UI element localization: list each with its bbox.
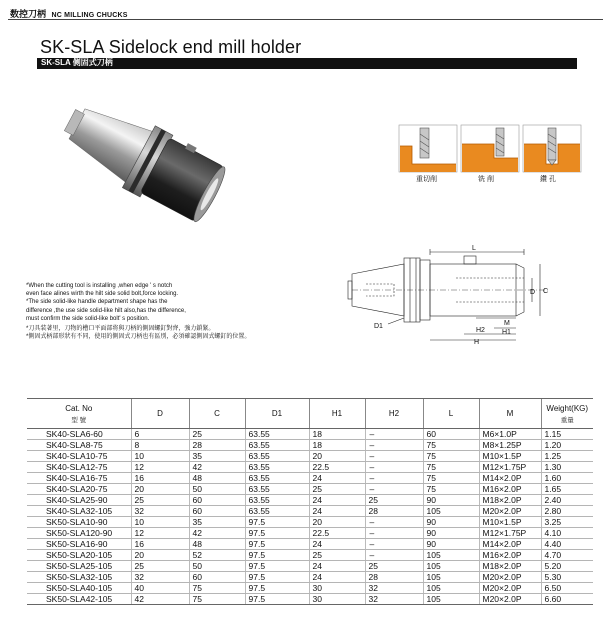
column-header: C — [189, 399, 245, 429]
table-cell: 75 — [423, 484, 479, 495]
milling-icon — [461, 125, 519, 172]
table-cell: 75 — [423, 473, 479, 484]
table-cell: 32 — [365, 594, 423, 605]
table-cell: – — [365, 550, 423, 561]
table-cell: 25 — [365, 561, 423, 572]
table-cell: M14×2.0P — [479, 473, 541, 484]
table-cell: – — [365, 517, 423, 528]
table-cell: 4.40 — [541, 539, 593, 550]
table-cell: 63.55 — [245, 440, 309, 451]
column-header: L — [423, 399, 479, 429]
table-cell: 12 — [131, 462, 189, 473]
note-line-cn: *側固式柄部形狀有不同，使用的側固式刀柄也有區別，必須確認側固式螺釘的位置。 — [26, 334, 251, 341]
table-cell: 30 — [309, 594, 365, 605]
table-cell: 25 — [189, 429, 245, 440]
table-row — [27, 484, 593, 495]
table-cell: M18×2.0P — [479, 495, 541, 506]
table-cell: 60 — [423, 429, 479, 440]
table-cell: M12×1.75P — [479, 462, 541, 473]
table-row — [27, 572, 593, 583]
table-cell: 5.30 — [541, 572, 593, 583]
table-cell: 60 — [189, 572, 245, 583]
table-cell: – — [365, 539, 423, 550]
table-cell: 25 — [309, 550, 365, 561]
table-cell: 2.40 — [541, 495, 593, 506]
table-cell: 48 — [189, 473, 245, 484]
table-row — [27, 539, 593, 550]
table-cell: 50 — [189, 561, 245, 572]
table-cell: SK50-SLA20-105 — [27, 550, 131, 561]
table-cell: 28 — [365, 506, 423, 517]
column-header: Cat. No 型 號 — [27, 399, 131, 429]
table-row — [27, 517, 593, 528]
table-cell: SK40-SLA20-75 — [27, 484, 131, 495]
table-cell: SK40-SLA12-75 — [27, 462, 131, 473]
table-cell: 20 — [131, 550, 189, 561]
table-cell: SK40-SLA8-75 — [27, 440, 131, 451]
dim-label-H1: H1 — [502, 329, 511, 336]
table-cell: 30 — [309, 583, 365, 594]
dim-label-M: M — [504, 320, 510, 327]
table-cell: 63.55 — [245, 495, 309, 506]
table-cell: SK50-SLA32-105 — [27, 572, 131, 583]
operation-illustrations — [398, 124, 582, 174]
table-cell: 90 — [423, 517, 479, 528]
table-cell: 97.5 — [245, 561, 309, 572]
note-line: difference ,the use side solid-like hilt also,has the difference, — [26, 307, 186, 314]
table-cell: – — [365, 462, 423, 473]
table-row — [27, 429, 593, 440]
table-cell: 5.20 — [541, 561, 593, 572]
table-cell: 48 — [189, 539, 245, 550]
table-cell: – — [365, 473, 423, 484]
table-cell: 28 — [189, 440, 245, 451]
table-cell: 18 — [309, 440, 365, 451]
table-cell: 8 — [131, 440, 189, 451]
table-cell: 105 — [423, 583, 479, 594]
table-row — [27, 462, 593, 473]
table-cell: 32 — [131, 506, 189, 517]
table-cell: 42 — [189, 528, 245, 539]
spec-table — [27, 398, 593, 605]
table-row — [27, 528, 593, 539]
note-line: must confirm the side solid-like bolt' s position. — [26, 315, 150, 322]
table-cell: 1.65 — [541, 484, 593, 495]
column-header: Weight(KG) 重量 — [541, 399, 593, 429]
table-cell: M20×2.0P — [479, 583, 541, 594]
table-row — [27, 495, 593, 506]
table-cell: 105 — [423, 550, 479, 561]
table-cell: SK40-SLA32-105 — [27, 506, 131, 517]
table-cell: 24 — [309, 495, 365, 506]
table-cell: 3.25 — [541, 517, 593, 528]
table-cell: SK50-SLA42-105 — [27, 594, 131, 605]
dim-label-D: D — [530, 289, 536, 296]
note-line-cn: *刀具装著里，刀物的槽口平面部将與刀柄的側固螺釘對齊，強力鎖緊。 — [26, 326, 215, 333]
table-cell: 16 — [131, 539, 189, 550]
table-cell: 1.15 — [541, 429, 593, 440]
table-cell: 97.5 — [245, 539, 309, 550]
table-cell: 2.80 — [541, 506, 593, 517]
table-row — [27, 473, 593, 484]
section-label-en: NC MILLING CHUCKS — [51, 12, 128, 19]
table-cell: 63.55 — [245, 429, 309, 440]
table-cell: 16 — [131, 473, 189, 484]
table-cell: 97.5 — [245, 550, 309, 561]
table-cell: 25 — [365, 495, 423, 506]
table-cell: 105 — [423, 561, 479, 572]
product-subtitle-bar — [37, 58, 577, 69]
table-cell: 32 — [365, 583, 423, 594]
table-cell: 90 — [423, 528, 479, 539]
product-subtitle: SK-SLA 侧固式刀柄 — [41, 58, 113, 67]
note-line: *The side solid-like handle department shape has the — [26, 299, 168, 306]
table-cell: 40 — [131, 583, 189, 594]
table-cell: – — [365, 429, 423, 440]
table-cell: 105 — [423, 506, 479, 517]
table-cell: 105 — [423, 572, 479, 583]
table-cell: 4.70 — [541, 550, 593, 561]
table-cell: – — [365, 440, 423, 451]
note-line: *When the cutting tool is installing ,when edge ' s notch — [26, 283, 173, 289]
section-label-cn: 数控刀柄 — [10, 9, 47, 19]
table-row — [27, 440, 593, 451]
table-row — [27, 506, 593, 517]
drilling-icon — [523, 125, 581, 172]
table-cell: 97.5 — [245, 583, 309, 594]
table-cell: 90 — [423, 495, 479, 506]
header-divider — [8, 19, 603, 20]
table-cell: M16×2.0P — [479, 484, 541, 495]
column-header: H2 — [365, 399, 423, 429]
table-cell: 25 — [131, 495, 189, 506]
dim-label-D1: D1 — [374, 323, 383, 330]
table-cell: 42 — [131, 594, 189, 605]
table-cell: SK50-SLA10-90 — [27, 517, 131, 528]
product-title: SK-SLA Sidelock end mill holder — [40, 37, 302, 57]
column-header: M — [479, 399, 541, 429]
table-cell: SK40-SLA6-60 — [27, 429, 131, 440]
table-cell: 6 — [131, 429, 189, 440]
dim-label-H: H — [474, 339, 480, 344]
table-cell: 32 — [131, 572, 189, 583]
table-cell: 60 — [189, 495, 245, 506]
table-row — [27, 561, 593, 572]
table-cell: 28 — [365, 572, 423, 583]
table-cell: 75 — [423, 462, 479, 473]
table-cell: – — [365, 484, 423, 495]
table-cell: M12×1.75P — [479, 528, 541, 539]
table-row — [27, 594, 593, 605]
table-cell: 24 — [309, 561, 365, 572]
table-cell: 12 — [131, 528, 189, 539]
table-cell: 24 — [309, 539, 365, 550]
column-header: H1 — [309, 399, 365, 429]
tool-holder-photo — [50, 85, 240, 235]
table-cell: 42 — [189, 462, 245, 473]
dimension-drawing — [344, 244, 564, 344]
table-cell: 22.5 — [309, 528, 365, 539]
table-header-row — [27, 399, 593, 429]
operation-label: 重切削 — [416, 176, 437, 183]
table-cell: M8×1.25P — [479, 440, 541, 451]
table-row — [27, 550, 593, 561]
column-header: D — [131, 399, 189, 429]
dim-label-L: L — [472, 245, 476, 252]
table-cell: 24 — [309, 572, 365, 583]
table-cell: M6×1.0P — [479, 429, 541, 440]
table-cell: 25 — [309, 484, 365, 495]
table-cell: 4.10 — [541, 528, 593, 539]
table-cell: 63.55 — [245, 451, 309, 462]
table-cell: SK40-SLA25-90 — [27, 495, 131, 506]
column-header: D1 — [245, 399, 309, 429]
table-cell: 25 — [131, 561, 189, 572]
table-cell: M20×2.0P — [479, 572, 541, 583]
table-cell: 20 — [309, 451, 365, 462]
table-cell: – — [365, 528, 423, 539]
table-cell: 22.5 — [309, 462, 365, 473]
table-cell: 60 — [189, 506, 245, 517]
table-cell: M20×2.0P — [479, 506, 541, 517]
table-cell: 6.60 — [541, 594, 593, 605]
table-cell: 75 — [189, 583, 245, 594]
table-cell: 10 — [131, 517, 189, 528]
table-cell: – — [365, 451, 423, 462]
table-cell: 75 — [423, 451, 479, 462]
table-cell: M16×2.0P — [479, 550, 541, 561]
table-cell: M18×2.0P — [479, 561, 541, 572]
table-cell: 97.5 — [245, 528, 309, 539]
table-cell: M10×1.5P — [479, 517, 541, 528]
dim-label-H2: H2 — [476, 327, 485, 334]
table-cell: 63.55 — [245, 473, 309, 484]
table-row — [27, 451, 593, 462]
table-cell: 1.60 — [541, 473, 593, 484]
table-body — [27, 429, 593, 605]
table-cell: 35 — [189, 451, 245, 462]
operation-label: 鑽 孔 — [540, 176, 556, 183]
table-cell: 90 — [423, 539, 479, 550]
table-cell: SK40-SLA10-75 — [27, 451, 131, 462]
table-cell: 97.5 — [245, 594, 309, 605]
note-line: even face alines wirth the hilt side solid bolt,force locking. — [26, 291, 179, 298]
table-cell: SK50-SLA16-90 — [27, 539, 131, 550]
table-cell: 1.20 — [541, 440, 593, 451]
table-cell: 20 — [131, 484, 189, 495]
installation-notes — [26, 282, 326, 341]
table-cell: 35 — [189, 517, 245, 528]
table-cell: 24 — [309, 506, 365, 517]
table-cell: 10 — [131, 451, 189, 462]
table-cell: M20×2.0P — [479, 594, 541, 605]
operation-label: 铣 削 — [478, 176, 494, 183]
table-cell: 6.50 — [541, 583, 593, 594]
table-cell: SK50-SLA40-105 — [27, 583, 131, 594]
table-cell: 20 — [309, 517, 365, 528]
table-cell: 18 — [309, 429, 365, 440]
table-cell: 1.25 — [541, 451, 593, 462]
table-cell: 97.5 — [245, 517, 309, 528]
table-cell: 52 — [189, 550, 245, 561]
table-cell: 1.30 — [541, 462, 593, 473]
table-cell: SK50-SLA25-105 — [27, 561, 131, 572]
table-cell: M10×1.5P — [479, 451, 541, 462]
dim-label-C: C — [543, 288, 549, 295]
table-cell: SK40-SLA16-75 — [27, 473, 131, 484]
table-cell: 63.55 — [245, 506, 309, 517]
table-cell: 50 — [189, 484, 245, 495]
table-cell: 97.5 — [245, 572, 309, 583]
table-cell: 63.55 — [245, 484, 309, 495]
table-cell: 63.55 — [245, 462, 309, 473]
table-cell: 105 — [423, 594, 479, 605]
table-cell: 75 — [189, 594, 245, 605]
table-row — [27, 583, 593, 594]
table-cell: SK50-SLA120-90 — [27, 528, 131, 539]
table-cell: M14×2.0P — [479, 539, 541, 550]
table-cell: 75 — [423, 440, 479, 451]
face-cutting-icon — [399, 125, 457, 172]
table-cell: 24 — [309, 473, 365, 484]
